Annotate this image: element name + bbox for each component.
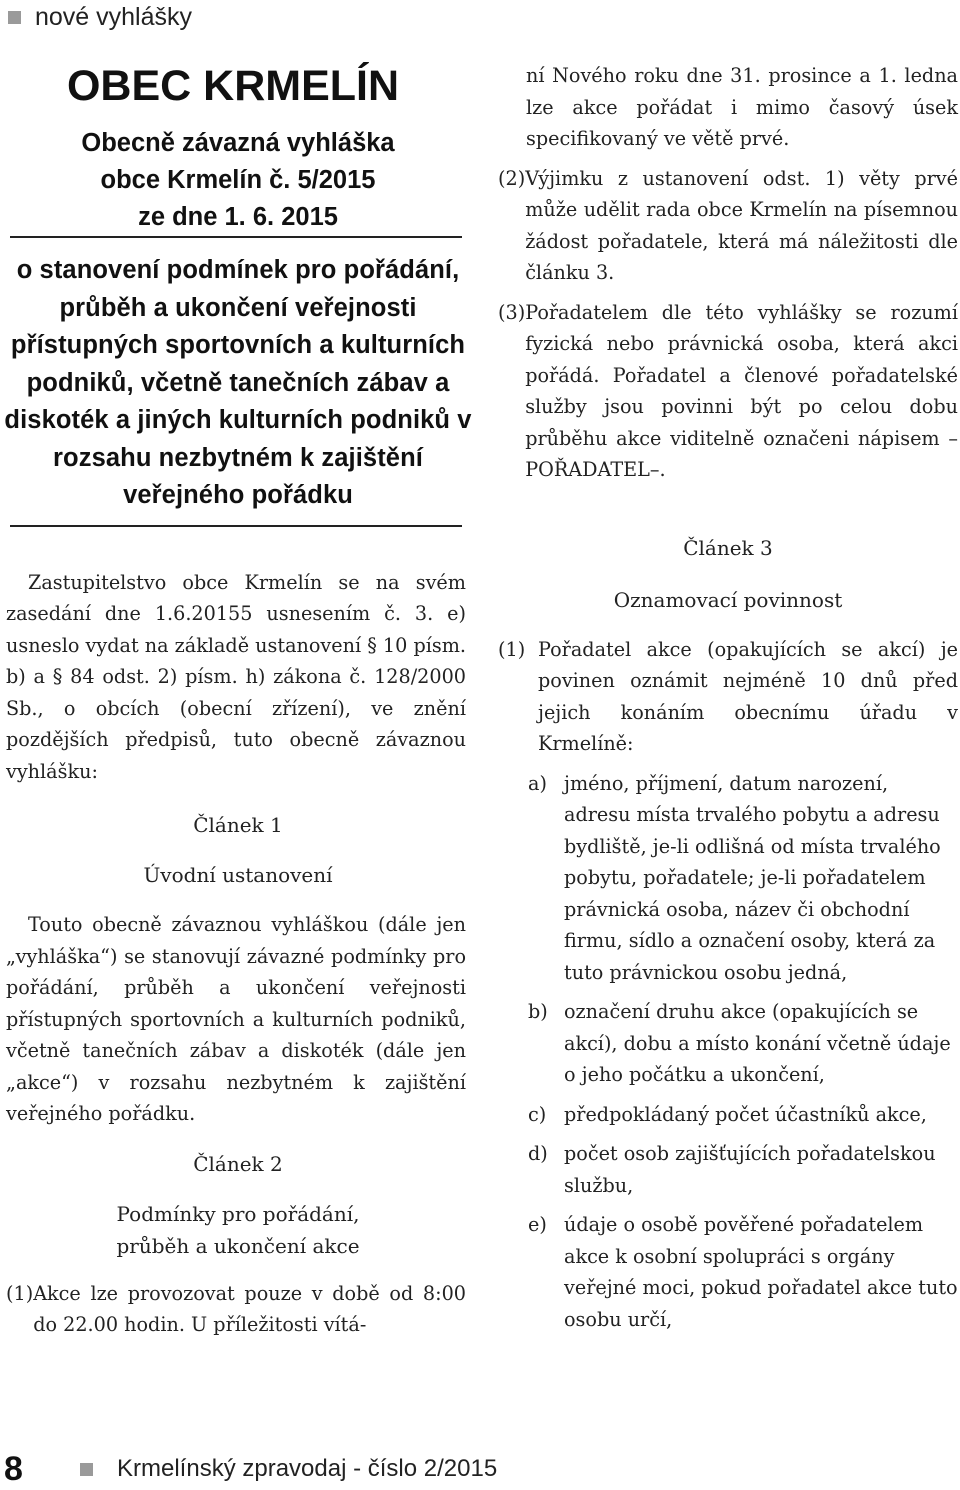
list-item-letter: a) (528, 771, 547, 795)
article3-heading: Článek 3 (683, 535, 773, 560)
paragraph-text: Výjimku z ustanovení odst. 1) věty prvé může udělit rada obce Krmelín na písemnou žádost pořadatele, která má náležitosti dle článku 3. (525, 166, 958, 284)
article2-subheading-line1: Podmínky pro pořádání, (116, 1201, 360, 1226)
list-item-letter: d) (528, 1142, 548, 1165)
article3-paragraph1 (498, 634, 958, 760)
decree-title-line1: Obecně závazná vyhláška (81, 129, 395, 157)
list-item-text: jméno, příjmení, datum narození, adresu místa trvalého pobytu a adresu bydliště, je-li odlišná od místa trvalého pobytu, pořadatele; je-li pořadatelem právnická osoba, název či obchodní firmu, sídlo a označení osoby, která za tuto právnickou osobu jedná, (564, 771, 941, 984)
article2-paragraph3 (498, 297, 958, 486)
list-item-text: počet osob zajišťujících pořadatelskou službu, (564, 1142, 936, 1197)
article1-heading: Článek 1 (193, 813, 283, 837)
section-header (8, 0, 192, 34)
list-item (528, 1138, 958, 1201)
section-label: nové vyhlášky (35, 2, 193, 31)
left-column (0, 50, 476, 1341)
square-bullet-icon (8, 11, 21, 24)
article2-subheading-line2: průběh a ukončení akce (116, 1233, 360, 1258)
article2-paragraph1-start (6, 1278, 466, 1341)
publication-title: Krmelínský zpravodaj - číslo 2/2015 (117, 1455, 498, 1482)
list-item-text: údaje o osobě pověřené pořadatelem akce k osobní spolupráci s orgány veřejné moci, pokud pořadatel akce tuto osobu určí, (564, 1213, 958, 1331)
paragraph-number: (2) (498, 166, 526, 190)
list-item (528, 1099, 958, 1131)
decree-title-line2: obce Krmelín č. 5/2015 (100, 166, 376, 194)
page-footer (4, 1448, 497, 1490)
article1-text: Touto obecně závaznou vyhláškou (dále jen „vyhláška“) se stanovují závazné podmínky pro pořádání, průběh a ukončení veřejnosti přístupných sportovních a kulturních podniků, včetně tanečních zábav a diskoték (dále jen „akce“) v rozsahu nezbytném k zajištění veřejného pořádku. (6, 913, 466, 1125)
preamble-paragraph: Zastupitelstvo obce Krmelín se na svém zasedání dne 1.6.20155 usnesením č. 3. e) usneslo vydat na základě ustanovení § 10 písm. b) a § 84 odst. 2) písm. h) zákona č. 128/2000 Sb., o obcích (obecní zřízení), ve znění pozdějších předpisů, tuto obecně závaznou vyhlášku: (6, 570, 466, 783)
paragraph-text: Pořadatelem dle této vyhlášky se rozumí fyzická nebo právnická osoba, která akci pořádá. Pořadatel a členové pořadatelské služby jsou povinni být po celou dobu průběhu akce viditelně označeni nápisem –POŘADATEL–. (525, 300, 958, 481)
paragraph-text: Akce lze provozovat pouze v době od 8:00 do 22.00 hodin. U příležitosti vítá- (33, 1281, 466, 1336)
article2-paragraph1-continued: ní Nového roku dne 31. prosince a 1. ledna lze akce pořádat i mimo časový úsek specifikovaný ve větě prvé. (526, 64, 958, 150)
municipality-title: OBEC KRMELÍN (66, 62, 400, 110)
list-item-letter: b) (528, 1000, 548, 1023)
list-item-text: označení druhu akce (opakujících se akcí), dobu a místo konání včetně údaje o jeho počátku a ukončení, (564, 1000, 951, 1086)
article3-subheading: Oznamovací povinnost (613, 587, 843, 612)
list-item-letter: e) (528, 1213, 547, 1236)
decree-subject: o stanovení podmínek pro pořádání, průběh a ukončení veřejnosti přístupných sportovních a kulturních podniků, včetně tanečních zábav a diskoték a jiných kulturních podniků v rozsahu nezbytném k zajištění veřejného pořádku (4, 256, 472, 509)
page-number: 8 (4, 1449, 23, 1488)
article1-subheading: Úvodní ustanovení (143, 863, 333, 887)
paragraph-number: (1) (498, 637, 526, 661)
paragraph-number: (3) (498, 300, 526, 324)
list-item (528, 1209, 958, 1335)
list-item-text: předpokládaný počet účastníků akce, (564, 1102, 927, 1126)
list-item-letter: c) (528, 1102, 547, 1126)
article2-paragraph2 (498, 163, 958, 289)
paragraph-text: Pořadatel akce (opakujících se akcí) je povinen oznámit nejméně 10 dnů před jejich konáním obecnímu úřadu v Krmelíně: (538, 637, 958, 755)
article2-heading: Článek 2 (193, 1151, 283, 1176)
list-item (528, 996, 958, 1091)
paragraph-number: (1) (6, 1281, 34, 1305)
decree-title (0, 125, 476, 236)
decree-title-line3: ze dne 1. 6. 2015 (138, 203, 338, 231)
article2-subheading (0, 1198, 476, 1262)
article3-items-list (498, 768, 958, 1336)
right-column (498, 60, 958, 1343)
square-bullet-icon (80, 1463, 93, 1476)
list-item (528, 768, 958, 989)
